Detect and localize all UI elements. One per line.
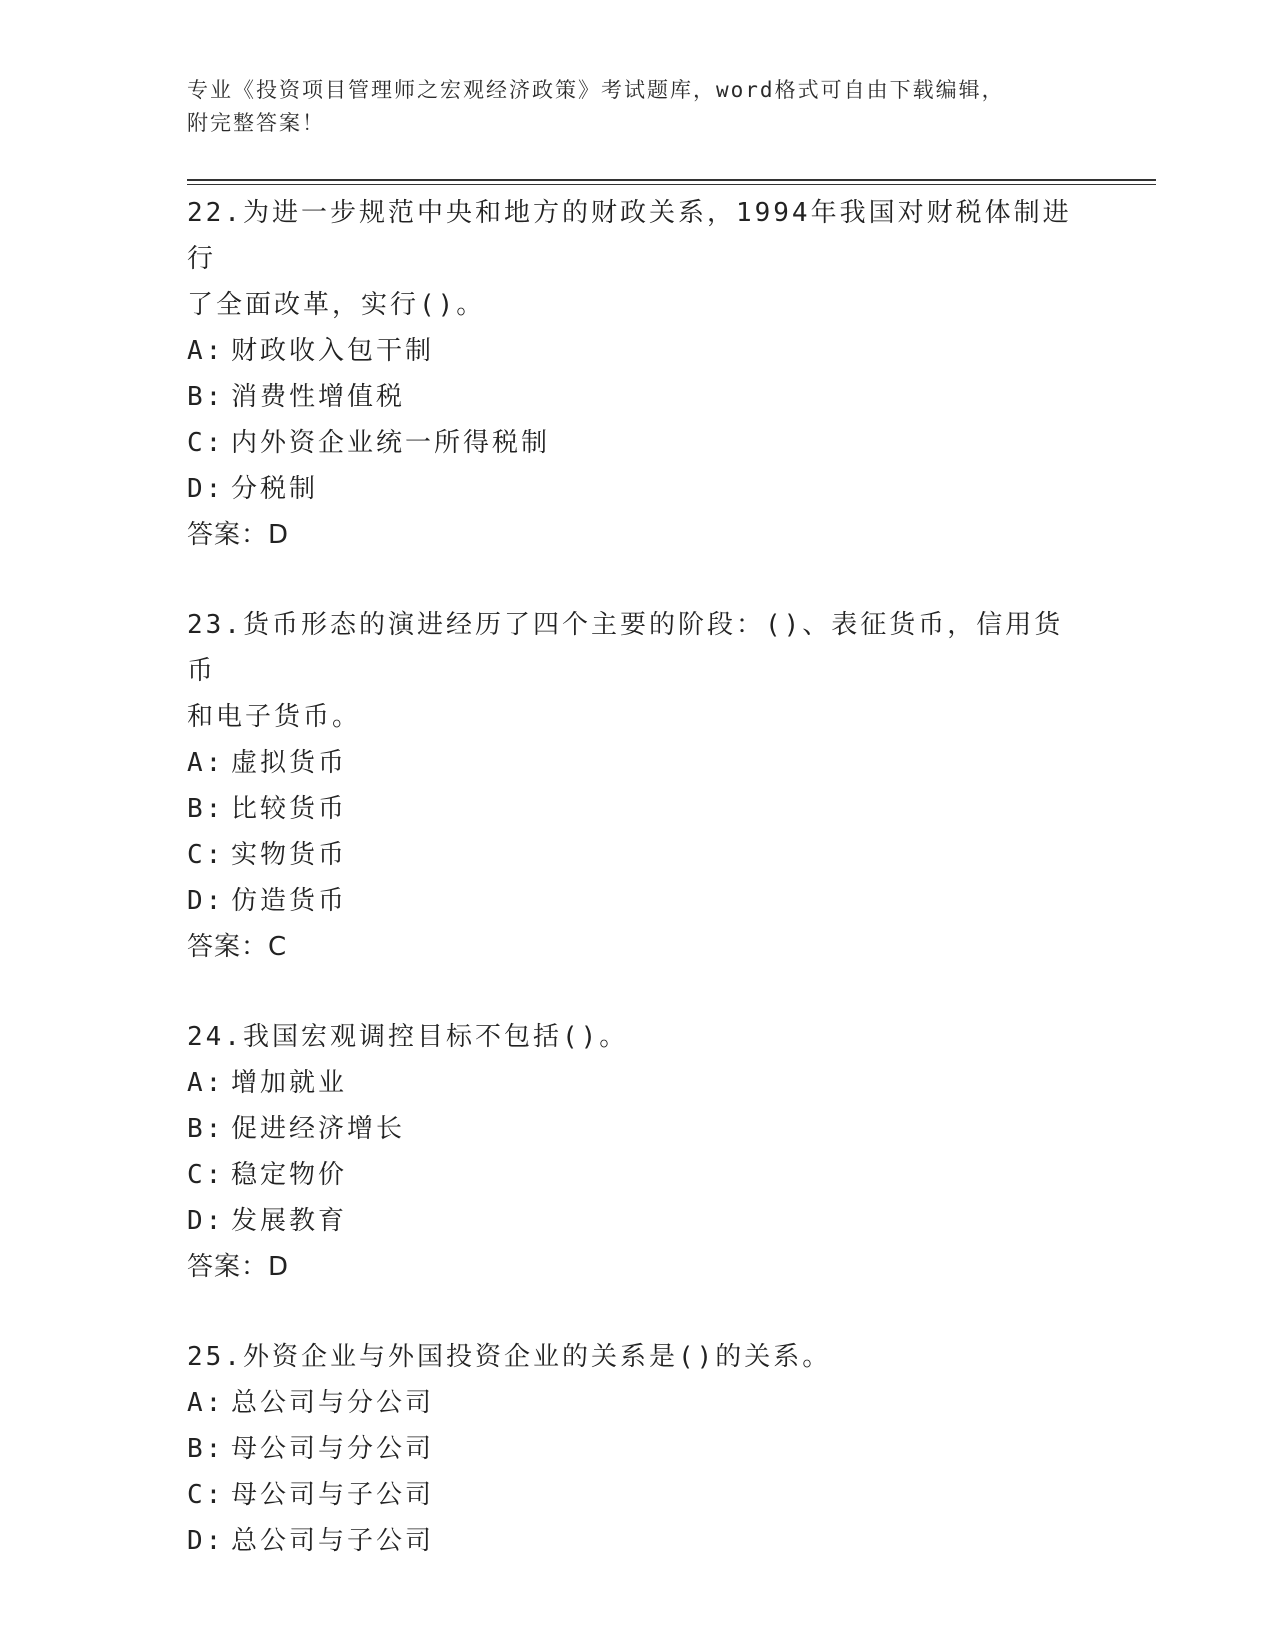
question-number: 25. xyxy=(187,1342,243,1372)
question-number: 23. xyxy=(187,610,243,640)
header-line-2: 附完整答案！ xyxy=(187,111,325,135)
option-a xyxy=(187,740,1087,786)
option-text: 分税制 xyxy=(231,474,319,504)
option-text: 发展教育 xyxy=(231,1206,348,1236)
option-text: 总公司与分公司 xyxy=(231,1388,435,1418)
option-text: 实物货币 xyxy=(231,840,348,870)
option-a xyxy=(187,328,1087,374)
option-d xyxy=(187,466,1087,512)
option-text: 虚拟货币 xyxy=(231,748,348,778)
option-text: 母公司与分公司 xyxy=(231,1434,435,1464)
option-letter: A: xyxy=(187,1388,225,1418)
option-letter: C: xyxy=(187,1160,225,1190)
option-letter: D: xyxy=(187,1526,225,1556)
question-stem xyxy=(187,1014,1087,1060)
option-b xyxy=(187,1426,1087,1472)
option-c xyxy=(187,1472,1087,1518)
question-stem xyxy=(187,602,1087,694)
question-list xyxy=(187,190,1087,1608)
question-stem xyxy=(187,190,1087,282)
header-line-1: 专业《投资项目管理师之宏观经济政策》考试题库，word格式可自由下载编辑， xyxy=(187,78,1005,102)
option-letter: A: xyxy=(187,748,225,778)
option-letter: D: xyxy=(187,474,225,504)
question-23 xyxy=(187,602,1087,970)
option-c xyxy=(187,420,1087,466)
option-text: 总公司与子公司 xyxy=(231,1526,435,1556)
question-number: 24. xyxy=(187,1022,243,1052)
answer-line: 答案：D xyxy=(187,1252,290,1282)
option-text: 内外资企业统一所得税制 xyxy=(231,428,551,458)
option-letter: B: xyxy=(187,794,225,824)
option-c xyxy=(187,1152,1087,1198)
option-letter: D: xyxy=(187,886,225,916)
question-22 xyxy=(187,190,1087,558)
option-text: 比较货币 xyxy=(231,794,348,824)
option-letter: B: xyxy=(187,382,225,412)
option-text: 促进经济增长 xyxy=(231,1114,406,1144)
option-text: 消费性增值税 xyxy=(231,382,406,412)
question-text-line-2: 和电子货币。 xyxy=(187,702,362,732)
question-text-line-1: 为进一步规范中央和地方的财政关系，1994年我国对财税体制进行 xyxy=(187,198,1072,274)
option-letter: B: xyxy=(187,1114,225,1144)
question-24 xyxy=(187,1014,1087,1290)
question-text-line-1: 外资企业与外国投资企业的关系是()的关系。 xyxy=(242,1342,832,1372)
option-text: 增加就业 xyxy=(231,1068,348,1098)
answer-line: 答案：D xyxy=(187,520,290,550)
option-letter: C: xyxy=(187,1480,225,1510)
question-text-line-2: 了全面改革，实行()。 xyxy=(187,290,486,320)
answer-line: 答案：C xyxy=(187,932,288,962)
option-d xyxy=(187,1518,1087,1564)
option-d xyxy=(187,1198,1087,1244)
option-letter: C: xyxy=(187,840,225,870)
option-letter: B: xyxy=(187,1434,225,1464)
question-25 xyxy=(187,1334,1087,1564)
option-text: 母公司与子公司 xyxy=(231,1480,435,1510)
option-c xyxy=(187,832,1087,878)
document-header xyxy=(187,74,1087,140)
question-number: 22. xyxy=(187,198,243,228)
option-letter: A: xyxy=(187,336,225,366)
option-text: 仿造货币 xyxy=(231,886,348,916)
option-b xyxy=(187,1106,1087,1152)
option-letter: A: xyxy=(187,1068,225,1098)
option-a xyxy=(187,1380,1087,1426)
question-text-line-1: 货币形态的演进经历了四个主要的阶段：()、表征货币，信用货币 xyxy=(187,610,1064,686)
header-divider-thick xyxy=(187,179,1156,181)
question-text-line-1: 我国宏观调控目标不包括()。 xyxy=(242,1022,629,1052)
option-b xyxy=(187,374,1087,420)
question-stem xyxy=(187,1334,1087,1380)
option-d xyxy=(187,878,1087,924)
option-text: 稳定物价 xyxy=(231,1160,348,1190)
header-divider-thin xyxy=(187,184,1156,185)
option-b xyxy=(187,786,1087,832)
option-text: 财政收入包干制 xyxy=(231,336,435,366)
option-a xyxy=(187,1060,1087,1106)
option-letter: D: xyxy=(187,1206,225,1236)
option-letter: C: xyxy=(187,428,225,458)
